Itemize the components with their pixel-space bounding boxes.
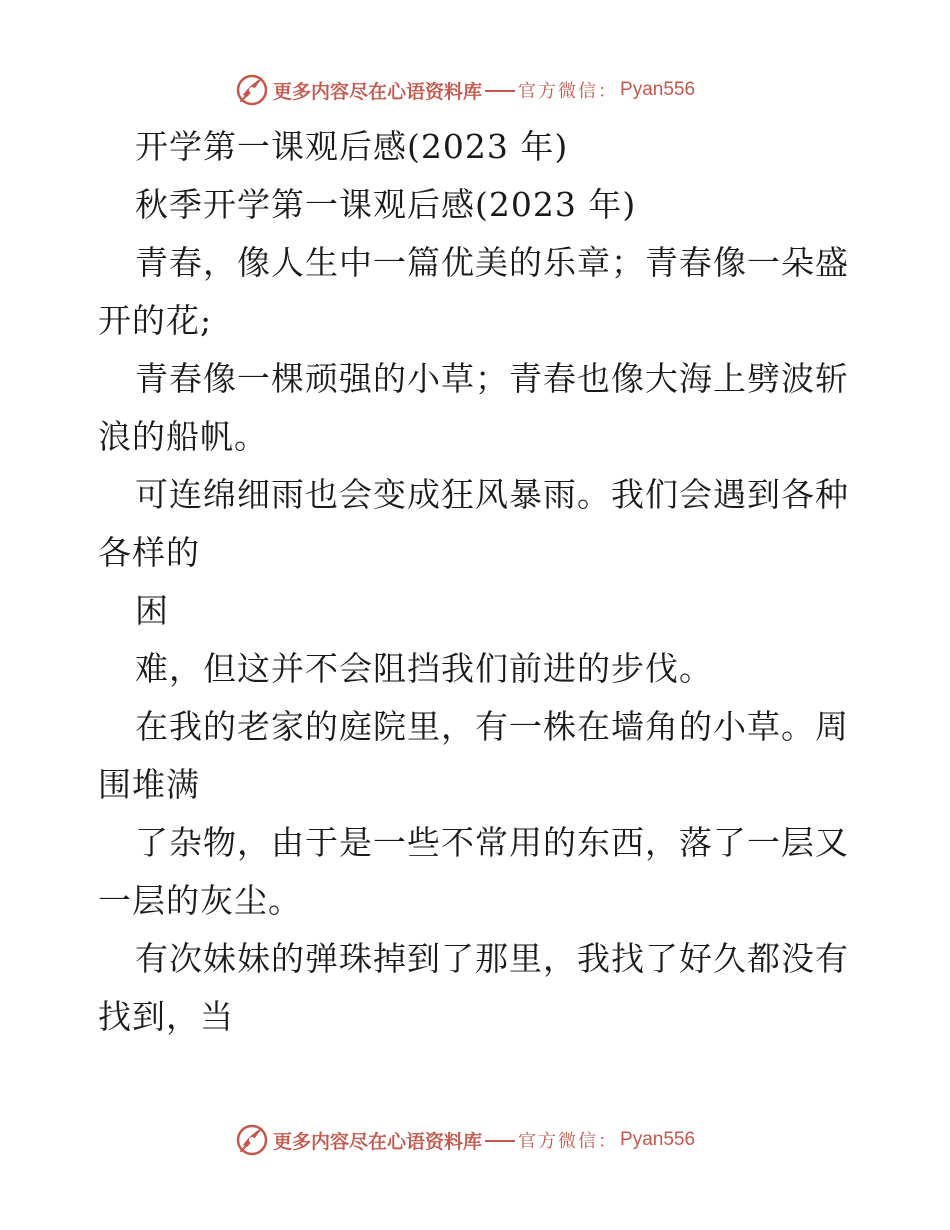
footer-dash-divider [485,1140,515,1142]
paragraph-7: 了杂物，由于是一些不常用的东西，落了一层又一层的灰尘。 [98,823,849,920]
paragraph-2: 青春像一棵顽强的小草；青春也像大海上劈波斩浪的船帆。 [98,359,849,456]
quill-pen-logo-icon [235,1123,269,1157]
paragraph-3: 可连绵细雨也会变成狂风暴雨。我们会遇到各种各样的 [98,475,849,572]
document-body [98,118,858,1046]
paragraph-6: 在我的老家的庭院里，有一株在墙角的小草。周围堆满 [98,707,849,804]
footer-banner [235,1122,755,1158]
footer-wechat-label: 官方微信： [518,1131,619,1152]
paragraph-1: 青春，像人生中一篇优美的乐章；青春像一朵盛开的花; [98,243,849,340]
paragraph-4: 困 [135,591,169,630]
paragraph-5: 难，但这并不会阻挡我们前进的步伐。 [135,649,713,688]
header-dash-divider [485,90,515,92]
footer-brand-text: 更多内容尽在心语资料库 [273,1130,483,1153]
footer-wechat-account: Pyan556 [620,1129,696,1150]
header-banner [235,72,755,108]
header-brand-text: 更多内容尽在心语资料库 [273,80,483,103]
header-wechat-label: 官方微信： [518,81,619,102]
quill-pen-logo-icon [235,73,269,107]
document-title: 开学第一课观后感(2023 年) [135,127,569,166]
paragraph-8: 有次妹妹的弹珠掉到了那里，我找了好久都没有找到，当 [98,939,849,1036]
header-wechat-account: Pyan556 [620,79,696,100]
document-subtitle: 秋季开学第一课观后感(2023 年) [135,185,637,224]
